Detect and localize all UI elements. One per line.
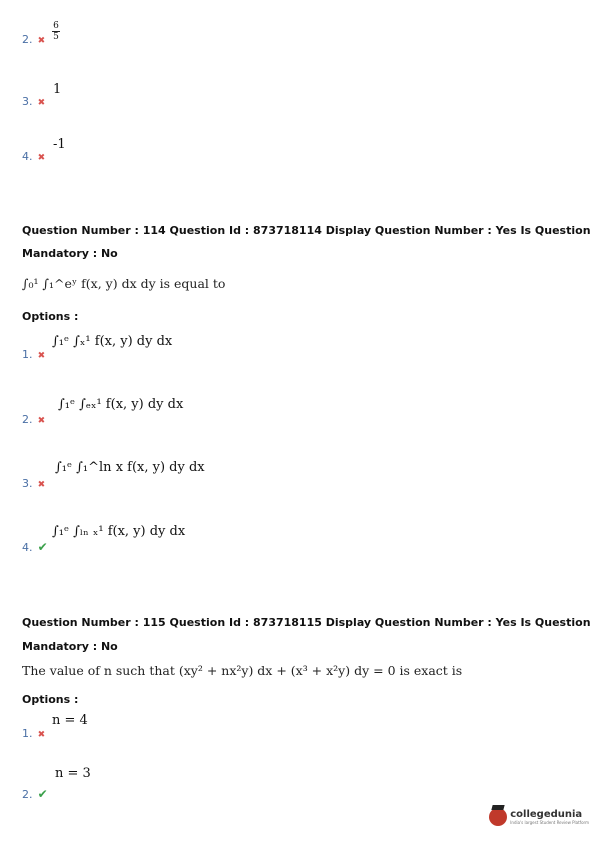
correct-check-icon: ✔ xyxy=(37,787,48,801)
question-header: Question Number : 115 Question Id : 873718115 Display Question Number : Yes Is Question xyxy=(22,616,591,629)
question-text: The value of n such that (xy² + nx²y) dx + (x³ + x²y) dy = 0 is exact is xyxy=(22,663,463,678)
option-value: 1 xyxy=(53,82,62,97)
option-text: n = 3 xyxy=(55,766,91,781)
fraction-numerator: 6 xyxy=(53,21,59,31)
question-text: ∫₀¹ ∫₁^eʸ f(x, y) dx dy is equal to xyxy=(22,276,226,291)
fraction-denominator: 5 xyxy=(53,32,59,42)
option-text: ∫₁ᵉ ∫ₑₓ¹ f(x, y) dy dx xyxy=(58,397,184,412)
option-number: 2. xyxy=(22,413,33,426)
option-text: ∫₁ᵉ ∫ₗₙ ₓ¹ f(x, y) dy dx xyxy=(52,524,186,539)
logo-text xyxy=(510,809,589,825)
option-number: 4. xyxy=(22,150,33,163)
option-row xyxy=(22,408,45,427)
option-number: 2. xyxy=(22,33,33,46)
question-mandatory: Mandatory : No xyxy=(22,640,118,653)
wrong-icon: ✖ xyxy=(37,36,46,46)
option-number: 4. xyxy=(22,541,33,554)
question-header: Question Number : 114 Question Id : 873718114 Display Question Number : Yes Is Question xyxy=(22,224,591,237)
wrong-icon: ✖ xyxy=(37,153,46,163)
option-text: ∫₁ᵉ ∫₁^ln x f(x, y) dy dx xyxy=(55,460,205,475)
option-value: -1 xyxy=(53,137,66,152)
option-number: 3. xyxy=(22,95,33,108)
wrong-icon: ✖ xyxy=(37,730,46,740)
fraction xyxy=(52,21,60,42)
options-label: Options : xyxy=(22,693,79,706)
option-row xyxy=(22,783,48,802)
option-number: 1. xyxy=(22,727,33,740)
wrong-icon: ✖ xyxy=(37,416,46,426)
wrong-icon: ✖ xyxy=(37,98,46,108)
wrong-icon: ✖ xyxy=(37,480,46,490)
question-mandatory: Mandatory : No xyxy=(22,247,118,260)
wrong-icon: ✖ xyxy=(37,351,46,361)
option-text: n = 4 xyxy=(52,713,88,728)
option-row xyxy=(22,28,45,47)
logo-name: collegedunia xyxy=(510,809,583,820)
correct-check-icon: ✔ xyxy=(37,540,48,554)
option-text: ∫₁ᵉ ∫ₓ¹ f(x, y) dy dx xyxy=(52,334,173,349)
option-number: 3. xyxy=(22,477,33,490)
options-label: Options : xyxy=(22,310,79,323)
graduation-cap-icon xyxy=(489,808,507,826)
logo-tagline: India's largest Student Review Platform xyxy=(510,820,589,825)
collegedunia-logo xyxy=(489,808,589,826)
option-row xyxy=(22,722,45,741)
option-value xyxy=(52,17,60,42)
option-row xyxy=(22,472,45,491)
option-number: 1. xyxy=(22,348,33,361)
option-row xyxy=(22,536,48,555)
option-number: 2. xyxy=(22,788,33,801)
option-row xyxy=(22,90,45,109)
option-row xyxy=(22,343,45,362)
option-row xyxy=(22,145,45,164)
